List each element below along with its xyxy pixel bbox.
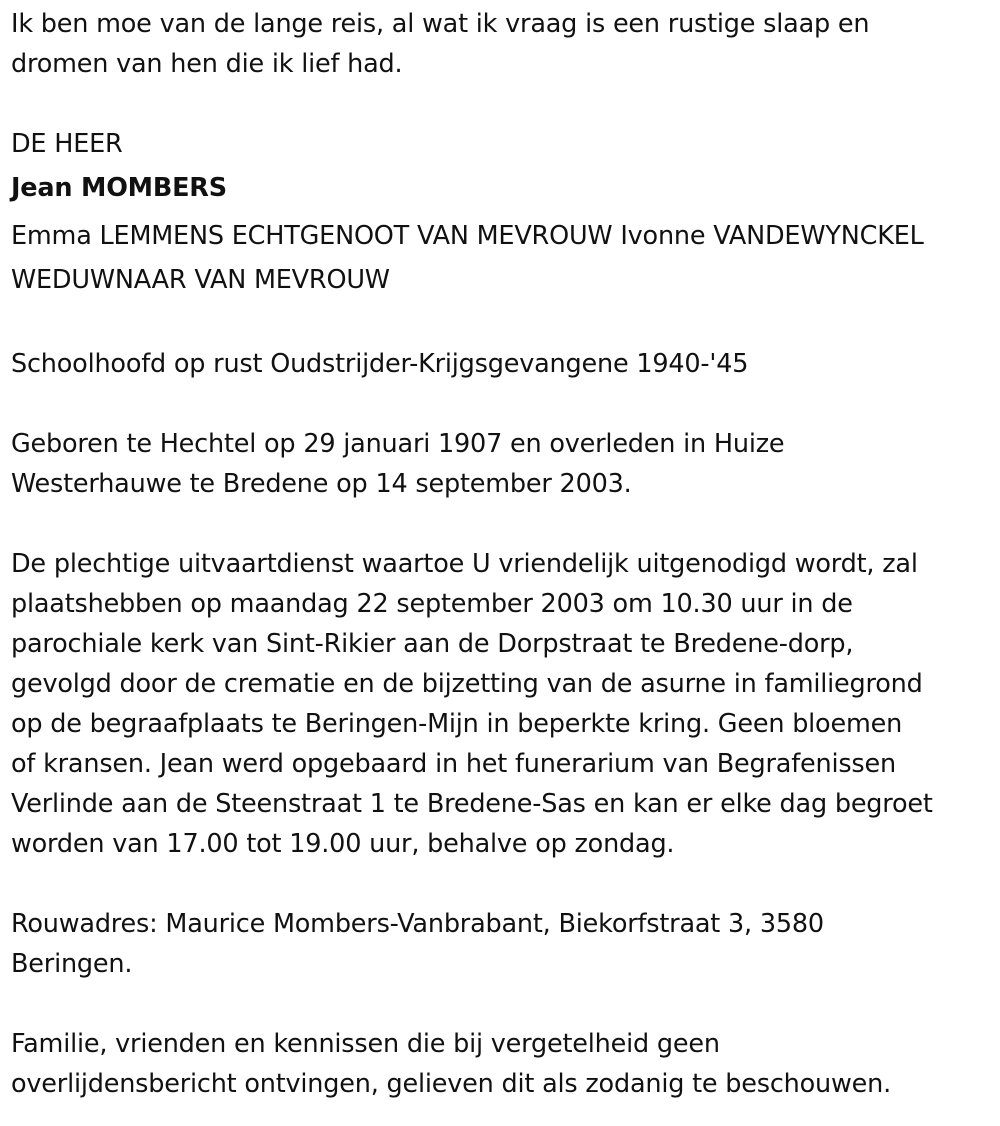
service-line: parochiale kerk van Sint-Rikier aan de Dorpstraat te Bredene-dorp, [11,629,854,659]
mourning-address-line: Beringen. [11,949,133,979]
mourning-address-paragraph [11,904,993,984]
deceased-name: Jean MOMBERS [11,173,227,203]
service-line: op de begraafplaats te Beringen-Mijn in beperkte kring. Geen bloemen [11,709,903,739]
birth-death-line: Geboren te Hechtel op 29 januari 1907 en overleden in Huize [11,429,785,459]
birth-death-line: Westerhauwe te Bredene op 14 september 2003. [11,469,632,499]
name-block [11,124,993,304]
service-line: gevolgd door de crematie en de bijzetting van de asurne in familiegrond [11,669,923,699]
service-line: of kransen. Jean werd opgebaard in het funerarium van Begrafenissen [11,749,896,779]
occupation-paragraph [11,344,993,384]
title-prefix: DE HEER [11,129,123,159]
service-line: Verlinde aan de Steenstraat 1 te Bredene-Sas en kan er elke dag begroet [11,789,933,819]
birth-death-paragraph [11,424,993,504]
service-line: worden van 17.00 tot 19.00 uur, behalve op zondag. [11,829,675,859]
relation-line: WEDUWNAAR VAN MEVROUW [11,265,390,295]
quote-line: dromen van hen die ik lief had. [11,49,403,79]
occupation-line: Schoolhoofd op rust Oudstrijder-Krijgsgevangene 1940-'45 [11,349,749,379]
relation-line: Emma LEMMENS ECHTGENOOT VAN MEVROUW Ivonne VANDEWYNCKEL [11,221,924,251]
closing-line: Familie, vrienden en kennissen die bij vergetelheid geen [11,1029,720,1059]
quote-line: Ik ben moe van de lange reis, al wat ik vraag is een rustige slaap en [11,9,870,39]
closing-paragraph [11,1024,993,1104]
service-paragraph [11,544,993,864]
service-line: De plechtige uitvaartdienst waartoe U vriendelijk uitgenodigd wordt, zal [11,549,918,579]
quote-paragraph [11,4,993,84]
service-line: plaatshebben op maandag 22 september 2003 om 10.30 uur in de [11,589,853,619]
closing-line: overlijdensbericht ontvingen, gelieven dit als zodanig te beschouwen. [11,1069,892,1099]
mourning-address-line: Rouwadres: Maurice Mombers-Vanbrabant, Biekorfstraat 3, 3580 [11,909,824,939]
obituary-notice [11,4,993,1104]
